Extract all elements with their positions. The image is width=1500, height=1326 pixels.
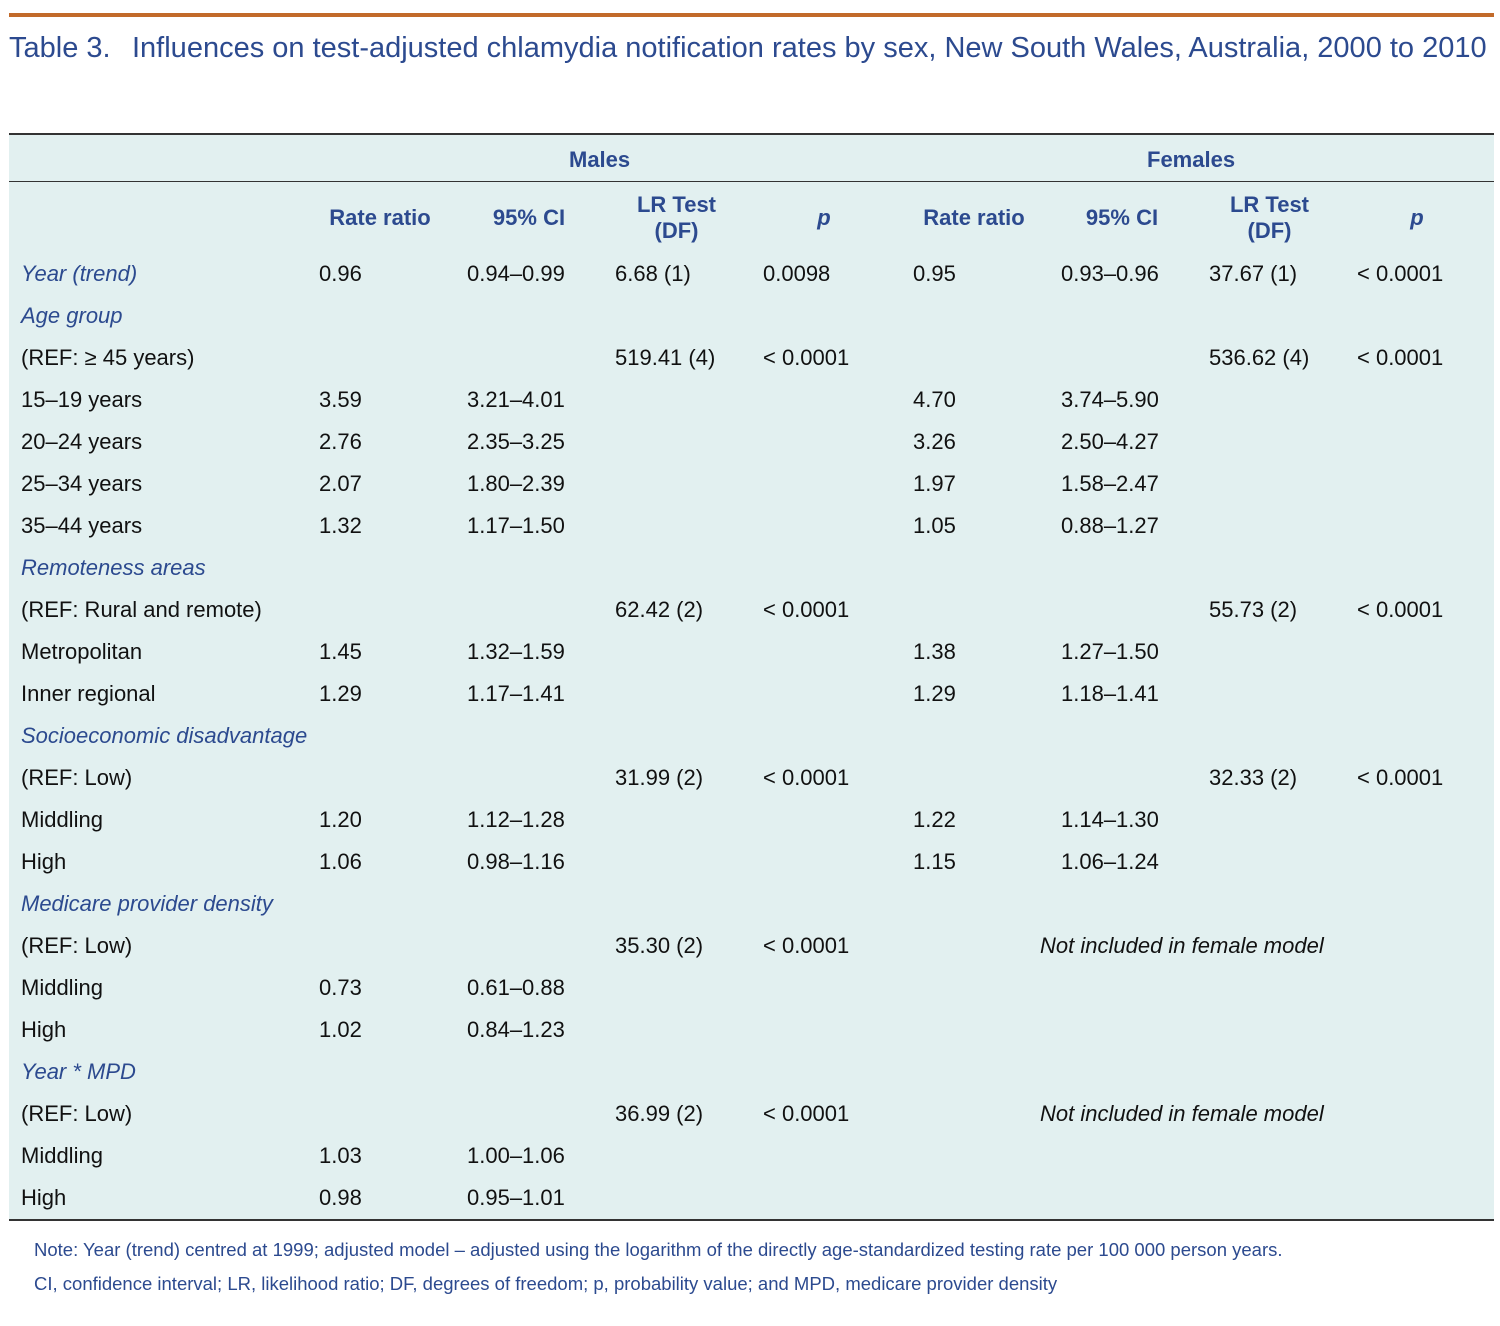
- col-header-females-rate-ratio: Rate ratio: [923, 205, 1025, 230]
- table-cell: 37.67 (1): [1209, 261, 1298, 286]
- table-cell: 1.05: [913, 513, 956, 538]
- table-cell: 1.06: [319, 849, 362, 874]
- group-header-males: Males: [569, 147, 631, 172]
- section-label: Medicare provider density: [21, 891, 273, 916]
- results-table: [9, 133, 1494, 1221]
- row-label: Inner regional: [21, 681, 156, 706]
- row-label: 35–44 years: [21, 513, 143, 538]
- table-cell: 1.80–2.39: [467, 471, 565, 496]
- table-cell: 1.38: [913, 639, 956, 664]
- table-cell: 1.14–1.30: [1061, 807, 1159, 832]
- col-header-females-p: p: [1410, 205, 1424, 230]
- group-header-females: Females: [1147, 147, 1236, 172]
- table-cell: 1.32–1.59: [467, 639, 565, 664]
- col-header-males-ci: 95% CI: [492, 205, 566, 230]
- table-cell: 0.93–0.96: [1061, 261, 1159, 286]
- col-header-females-lr-test: LR Test (DF): [1229, 192, 1310, 243]
- table-cell: 3.21–4.01: [467, 387, 565, 412]
- table-cell: 3.74–5.90: [1061, 387, 1159, 412]
- table-cell: < 0.0001: [763, 1101, 850, 1126]
- table-cell: 36.99 (2): [615, 1101, 704, 1126]
- table-cell: < 0.0001: [1357, 345, 1444, 370]
- table-cell: 0.98: [319, 1185, 362, 1210]
- section-label: Remoteness areas: [21, 555, 206, 580]
- table-cell: < 0.0001: [1357, 765, 1444, 790]
- table-cell: 0.95–1.01: [467, 1185, 565, 1210]
- table-cell: 536.62 (4): [1209, 345, 1310, 370]
- row-label: High: [21, 1185, 67, 1210]
- caption-text: Influences on test-adjusted chlamydia notification rates by sex, New South Wales, Australia, 2000 to 2010: [132, 32, 1487, 64]
- table-cell: 1.97: [913, 471, 956, 496]
- table-cell: 2.07: [319, 471, 362, 496]
- row-label: 25–34 years: [21, 471, 143, 496]
- table-cell: 2.50–4.27: [1061, 429, 1159, 454]
- row-label: (REF: Low): [21, 1101, 133, 1126]
- table-cell: 1.03: [319, 1143, 362, 1168]
- table-cell: 1.27–1.50: [1061, 639, 1159, 664]
- table-cell: 1.02: [319, 1017, 362, 1042]
- row-label: (REF: Rural and remote): [21, 597, 262, 622]
- table-cell: 2.35–3.25: [467, 429, 565, 454]
- table-cell: 3.26: [913, 429, 956, 454]
- row-label: Metropolitan: [21, 639, 143, 664]
- table-cell: 1.58–2.47: [1061, 471, 1159, 496]
- table-cell: 4.70: [913, 387, 956, 412]
- table-cell: 31.99 (2): [615, 765, 704, 790]
- table-cell: 519.41 (4): [615, 345, 716, 370]
- section-label: Year * MPD: [21, 1059, 136, 1084]
- table-cell: 35.30 (2): [615, 933, 704, 958]
- table-cell: 62.42 (2): [615, 597, 704, 622]
- header-divider: [9, 181, 1494, 182]
- table-cell: < 0.0001: [763, 597, 850, 622]
- table-cell: 1.17–1.50: [467, 513, 565, 538]
- table-cell: < 0.0001: [1357, 261, 1444, 286]
- table-cell: 0.84–1.23: [467, 1017, 565, 1042]
- table-cell: < 0.0001: [763, 933, 850, 958]
- row-label: Middling: [21, 975, 103, 1000]
- table-cell: 1.22: [913, 807, 956, 832]
- row-label: High: [21, 1017, 67, 1042]
- row-label: 20–24 years: [21, 429, 143, 454]
- table-cell: 1.20: [319, 807, 362, 832]
- caption-label: Table 3.: [9, 32, 111, 64]
- table-cell: 1.29: [913, 681, 956, 706]
- table-cell: 0.98–1.16: [467, 849, 565, 874]
- row-label: (REF: Low): [21, 765, 133, 790]
- table-cell: 1.18–1.41: [1061, 681, 1159, 706]
- col-header-males-rate-ratio: Rate ratio: [329, 205, 431, 230]
- section-label: Socioeconomic disadvantage: [21, 723, 308, 748]
- table-cell: 55.73 (2): [1209, 597, 1298, 622]
- row-label: (REF: Low): [21, 933, 133, 958]
- row-label: Middling: [21, 1143, 103, 1168]
- table-cell: 0.94–0.99: [467, 261, 565, 286]
- col-header-males-lr-test: LR Test (DF): [636, 192, 717, 243]
- table-cell: 0.73: [319, 975, 362, 1000]
- table-cell: 1.45: [319, 639, 362, 664]
- table-cell: 6.68 (1): [615, 261, 691, 286]
- table-cell: 1.32: [319, 513, 362, 538]
- row-label: High: [21, 849, 67, 874]
- table-cell: 1.29: [319, 681, 362, 706]
- table-cell: 1.12–1.28: [467, 807, 565, 832]
- table-cell: < 0.0001: [1357, 597, 1444, 622]
- section-label: Year (trend): [21, 261, 138, 286]
- table-cell: 1.15: [913, 849, 956, 874]
- footnote-abbreviations: CI, confidence interval; LR, likelihood ratio; DF, degrees of freedom; p, probability value; and MPD, medicare provider density: [34, 1273, 1058, 1294]
- female-model-note: Not included in female model: [1040, 1101, 1324, 1126]
- table-cell: 0.95: [913, 261, 956, 286]
- table-cell: 32.33 (2): [1209, 765, 1298, 790]
- table-cell: 1.00–1.06: [467, 1143, 565, 1168]
- footnote-note: Note: Year (trend) centred at 1999; adjusted model – adjusted using the logarithm of the directly age-standardized testing rate per 100 000 person years.: [34, 1239, 1283, 1260]
- female-model-note: Not included in female model: [1040, 933, 1324, 958]
- row-label: (REF: ≥ 45 years): [21, 345, 195, 370]
- top-rule: [9, 13, 1494, 17]
- table-cell: 0.88–1.27: [1061, 513, 1159, 538]
- table-cell: 0.0098: [763, 261, 831, 286]
- table-cell: 3.59: [319, 387, 362, 412]
- table-cell: 1.06–1.24: [1061, 849, 1159, 874]
- table-cell: 0.61–0.88: [467, 975, 565, 1000]
- table-cell: 1.17–1.41: [467, 681, 565, 706]
- table-cell: < 0.0001: [763, 345, 850, 370]
- row-label: 15–19 years: [21, 387, 143, 412]
- col-header-males-p: p: [817, 205, 831, 230]
- table-cell: 2.76: [319, 429, 362, 454]
- table-cell: < 0.0001: [763, 765, 850, 790]
- section-label: Age group: [21, 303, 123, 328]
- table-cell: 0.96: [319, 261, 362, 286]
- row-label: Middling: [21, 807, 103, 832]
- col-header-females-ci: 95% CI: [1085, 205, 1159, 230]
